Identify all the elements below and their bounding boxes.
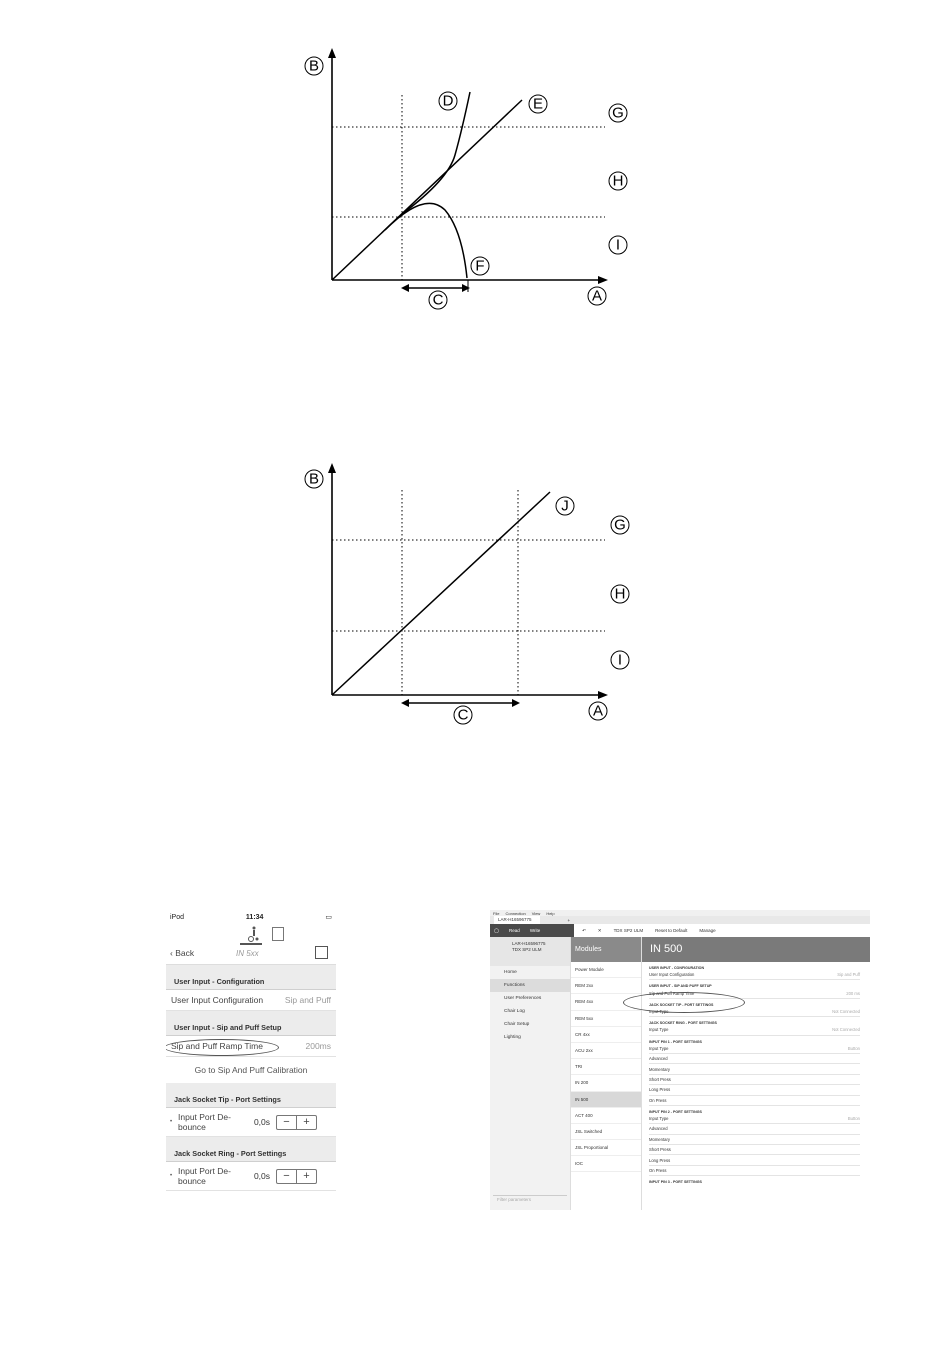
y-axis-arrow bbox=[328, 463, 336, 473]
tip-label: Input Port De-bounce bbox=[178, 1112, 231, 1132]
module-item[interactable]: REM 5xx bbox=[571, 1011, 641, 1027]
sidebar-item-home[interactable]: Home bbox=[504, 970, 517, 975]
settings-row[interactable] bbox=[649, 1025, 860, 1035]
setting-value: Not Connected bbox=[832, 1008, 860, 1014]
device-info bbox=[490, 937, 570, 966]
wheelchair-tab-icon[interactable] bbox=[244, 926, 262, 942]
svg-text:I: I bbox=[617, 651, 623, 669]
setting-label: Sip and Puff Ramp Time bbox=[649, 990, 695, 996]
sidebar-item-chair-log[interactable]: Chair Log bbox=[504, 1009, 525, 1014]
y-axis-arrow bbox=[328, 48, 336, 58]
document-tab-icon[interactable] bbox=[272, 927, 284, 941]
module-item[interactable]: IN 200 bbox=[571, 1075, 641, 1091]
curve-j-linear bbox=[332, 492, 550, 695]
panel-title: IN 500 bbox=[642, 937, 870, 962]
svg-text:H: H bbox=[612, 172, 624, 190]
setting-value: Not Connected bbox=[832, 1027, 860, 1033]
label-a bbox=[589, 702, 607, 720]
desktop-app-screenshot bbox=[490, 910, 870, 1210]
label-h bbox=[609, 172, 627, 190]
sidebar-item-functions[interactable]: Functions bbox=[490, 979, 570, 992]
setting-label: Input Type bbox=[649, 1027, 669, 1033]
settings-row[interactable] bbox=[649, 1096, 860, 1106]
setting-value: 200 ms bbox=[846, 990, 860, 996]
module-item[interactable]: REM 2xx bbox=[571, 978, 641, 994]
setting-label: On Press bbox=[649, 1097, 667, 1103]
bullet-icon: • bbox=[170, 1173, 173, 1179]
setting-value: Sip and Puff bbox=[837, 972, 860, 978]
undo-icon[interactable]: ↶ bbox=[582, 927, 586, 933]
setting-label: Short Press bbox=[649, 1076, 671, 1082]
back-button[interactable]: ‹ Back bbox=[170, 948, 195, 958]
menu-view[interactable]: View bbox=[531, 910, 541, 916]
sidebar-item-lighting[interactable]: Lighting bbox=[504, 1035, 521, 1040]
module-item-selected[interactable]: IN 500 bbox=[571, 1092, 641, 1108]
device-model: TDX SP2 ULM bbox=[512, 947, 542, 952]
tip-value: 0,0s bbox=[253, 1117, 271, 1127]
label-b bbox=[305, 57, 323, 75]
svg-text:I: I bbox=[615, 236, 621, 254]
reset-button[interactable]: Reset to Default bbox=[655, 928, 688, 933]
settings-row[interactable] bbox=[649, 1145, 860, 1155]
clock: 11:34 bbox=[245, 913, 264, 921]
tab-bar bbox=[490, 916, 870, 924]
ring-value: 0,0s bbox=[253, 1171, 271, 1181]
label-j bbox=[556, 497, 574, 515]
section-config: User Input - Configuration bbox=[166, 965, 336, 990]
svg-text:B: B bbox=[308, 57, 320, 75]
menu-file[interactable]: File bbox=[493, 910, 500, 916]
module-item[interactable]: JSL Switched bbox=[571, 1124, 641, 1140]
svg-text:G: G bbox=[614, 516, 626, 534]
label-c bbox=[429, 291, 447, 309]
add-tab-icon[interactable]: + bbox=[567, 917, 571, 923]
setting-label: Long Press bbox=[649, 1157, 671, 1163]
logo-icon: ◯ bbox=[494, 927, 500, 933]
page-title: IN 5xx bbox=[236, 949, 259, 958]
settings-section-header: INPUT PIN 1 - PORT SETTINGS bbox=[649, 1039, 702, 1044]
device-name: TDX SP2 ULM bbox=[613, 928, 644, 933]
label-f bbox=[471, 257, 489, 275]
bullet-icon: • bbox=[170, 1119, 173, 1125]
ring-label: Input Port De-bounce bbox=[178, 1166, 231, 1186]
label-d bbox=[439, 92, 457, 110]
setting-value: Button bbox=[847, 1116, 860, 1122]
active-tab-indicator bbox=[240, 943, 262, 945]
label-i bbox=[609, 236, 627, 254]
modules-header: Modules bbox=[571, 937, 641, 962]
sidebar-item-chair-setup[interactable]: Chair Setup bbox=[504, 1022, 530, 1027]
module-item[interactable]: Power Module bbox=[571, 962, 641, 978]
svg-text:A: A bbox=[591, 287, 603, 305]
minus-button[interactable]: − bbox=[283, 1170, 290, 1182]
label-g bbox=[611, 516, 629, 534]
highlight-ellipse bbox=[623, 992, 745, 1013]
settings-section-header: USER INPUT - CONFIGURATION bbox=[649, 966, 705, 970]
label-g bbox=[609, 104, 627, 122]
ramp-label: Sip and Puff Ramp Time bbox=[171, 1041, 263, 1051]
svg-text:E: E bbox=[532, 95, 544, 113]
curve-d-exponential bbox=[402, 92, 470, 214]
label-a bbox=[588, 287, 606, 305]
svg-text:A: A bbox=[592, 702, 604, 720]
ring-debounce-row bbox=[166, 1162, 336, 1191]
carrier: iPod bbox=[170, 913, 185, 921]
highlight-ellipse bbox=[166, 1039, 279, 1056]
sidebar bbox=[490, 937, 571, 1210]
module-item[interactable]: CR 4xx bbox=[571, 1027, 641, 1043]
plus-button[interactable]: + bbox=[296, 1170, 316, 1183]
module-item[interactable]: IOC bbox=[571, 1156, 641, 1172]
x-axis-arrow bbox=[598, 691, 608, 699]
battery-icon: ▭ bbox=[325, 914, 332, 921]
config-label: User Input Configuration bbox=[171, 995, 264, 1005]
status-bar bbox=[166, 910, 336, 924]
settings-panel bbox=[642, 937, 870, 1210]
sidebar-item-user-preferences[interactable]: User Preferences bbox=[504, 996, 542, 1001]
settings-section-header: JACK SOCKET TIP - PORT SETTINGS bbox=[649, 1002, 714, 1007]
tip-debounce-row bbox=[166, 1108, 336, 1137]
settings-row[interactable] bbox=[649, 970, 860, 980]
settings-row[interactable] bbox=[649, 1064, 860, 1074]
menu-connection[interactable]: Connection bbox=[505, 910, 526, 916]
settings-row[interactable] bbox=[649, 1124, 860, 1134]
read-button[interactable]: Read bbox=[509, 928, 520, 933]
diagram-linear-ramp bbox=[280, 455, 640, 745]
module-item[interactable]: ACT 400 bbox=[571, 1108, 641, 1124]
nav-bar bbox=[166, 924, 336, 965]
range-c-arrow-left bbox=[401, 284, 409, 292]
range-c-arrow-right bbox=[462, 284, 470, 292]
config-row[interactable] bbox=[166, 990, 336, 1011]
label-e bbox=[529, 95, 547, 113]
config-value: Sip and Puff bbox=[284, 995, 331, 1005]
svg-text:C: C bbox=[432, 291, 444, 309]
svg-text:D: D bbox=[442, 92, 454, 110]
settings-section-header: JACK SOCKET RING - PORT SETTINGS bbox=[649, 1021, 717, 1026]
module-item[interactable]: REM 4xx bbox=[571, 994, 641, 1010]
menu-icon[interactable] bbox=[315, 946, 328, 959]
svg-text:G: G bbox=[612, 104, 624, 122]
diagram-ramp-curves bbox=[280, 40, 640, 330]
setting-label: Momentary bbox=[649, 1066, 670, 1072]
setting-label: Advanced bbox=[649, 1056, 668, 1062]
setting-label: Advanced bbox=[649, 1126, 668, 1132]
tab-device[interactable]: LAR-H16596775 bbox=[494, 916, 540, 924]
label-h bbox=[611, 585, 629, 603]
svg-text:H: H bbox=[614, 585, 626, 603]
setting-label: Input Type bbox=[649, 1045, 669, 1051]
minus-button[interactable]: − bbox=[283, 1116, 290, 1128]
setting-label: Input Type bbox=[649, 1116, 669, 1122]
svg-text:C: C bbox=[457, 706, 469, 724]
manage-button[interactable]: Manage bbox=[699, 928, 716, 933]
label-b bbox=[305, 470, 323, 488]
settings-row[interactable] bbox=[649, 1155, 860, 1165]
settings-section-header: INPUT PIN 2 - PORT SETTINGS bbox=[649, 1109, 702, 1114]
modules-list bbox=[571, 937, 642, 1210]
settings-section-header: USER INPUT - SIP AND PUFF SETUP bbox=[649, 984, 712, 989]
label-c bbox=[454, 706, 472, 724]
mobile-app-screenshot bbox=[166, 910, 336, 1200]
ramp-value: 200ms bbox=[305, 1041, 331, 1051]
module-item[interactable]: ACU 2xx bbox=[571, 1043, 641, 1059]
setting-label: Short Press bbox=[649, 1147, 671, 1153]
tip-stepper bbox=[276, 1115, 317, 1130]
module-item[interactable]: JSL Proportional bbox=[571, 1140, 641, 1156]
close-icon[interactable]: ✕ bbox=[597, 927, 602, 933]
range-c-arrow-right bbox=[512, 699, 520, 707]
section-sip-puff: User Input - Sip and Puff Setup bbox=[166, 1011, 336, 1036]
menu-help[interactable]: Help bbox=[546, 910, 555, 916]
ring-stepper bbox=[276, 1169, 317, 1184]
module-item[interactable]: TRI bbox=[571, 1059, 641, 1075]
settings-row[interactable] bbox=[649, 1114, 860, 1124]
range-c-arrow-left bbox=[401, 699, 409, 707]
write-button[interactable]: Write bbox=[529, 928, 541, 933]
plus-button[interactable]: + bbox=[296, 1116, 316, 1129]
svg-text:B: B bbox=[308, 470, 320, 488]
label-i bbox=[611, 651, 629, 669]
toolbar bbox=[490, 924, 870, 937]
device-id: LAR-H16596775 bbox=[512, 941, 546, 946]
section-tip: Jack Socket Tip - Port Settings bbox=[166, 1083, 336, 1108]
svg-text:F: F bbox=[475, 257, 485, 275]
settings-section-header: INPUT PIN 3 - PORT SETTINGS bbox=[649, 1180, 702, 1185]
setting-label: On Press bbox=[649, 1168, 667, 1174]
section-ring: Jack Socket Ring - Port Settings bbox=[166, 1137, 336, 1162]
settings-row[interactable] bbox=[649, 1075, 860, 1085]
settings-row[interactable] bbox=[649, 1054, 860, 1064]
filter-input[interactable]: Filter parameters bbox=[493, 1195, 567, 1204]
setting-label: Momentary bbox=[649, 1136, 670, 1142]
setting-label: Input Type bbox=[649, 1008, 669, 1014]
calibration-link[interactable]: Go to Sip And Puff Calibration bbox=[194, 1065, 308, 1075]
curve-f-falling bbox=[385, 203, 467, 278]
settings-row[interactable] bbox=[649, 1044, 860, 1054]
svg-text:J: J bbox=[561, 497, 569, 515]
settings-row[interactable] bbox=[649, 1085, 860, 1095]
settings-row[interactable] bbox=[649, 1135, 860, 1145]
setting-value: Button bbox=[847, 1045, 860, 1051]
setting-label: User Input Configuration bbox=[649, 972, 695, 978]
settings-row[interactable] bbox=[649, 1166, 860, 1176]
x-axis-arrow bbox=[598, 276, 608, 284]
setting-label: Long Press bbox=[649, 1087, 671, 1093]
